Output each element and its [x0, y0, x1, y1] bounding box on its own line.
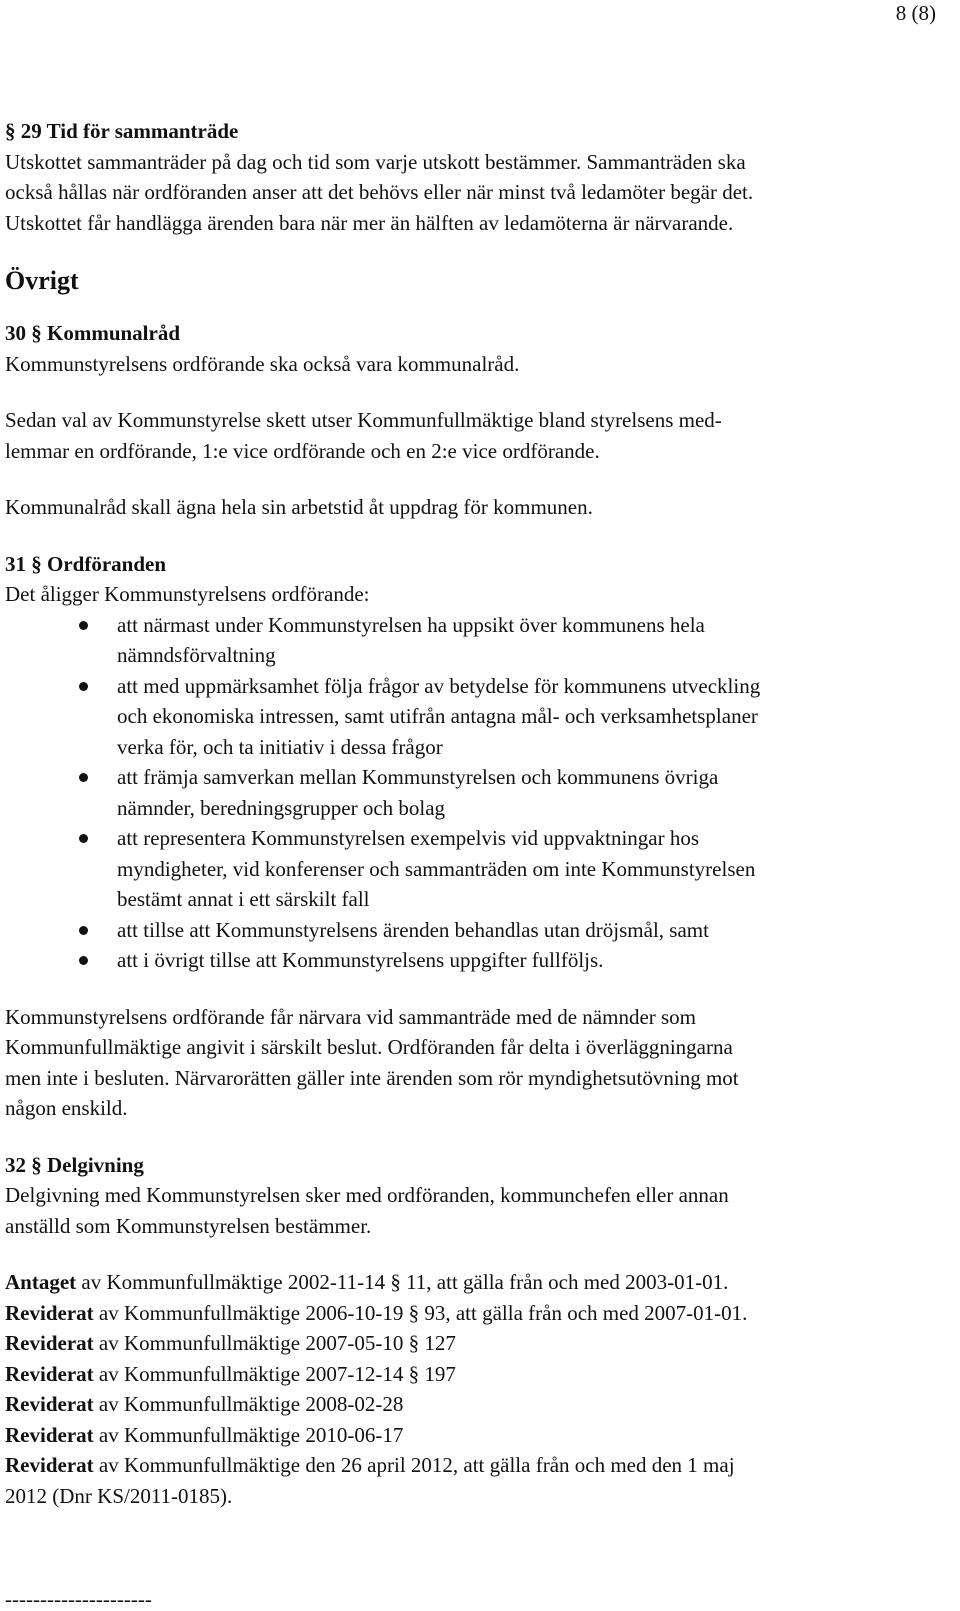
- bullet-icon: [79, 926, 88, 935]
- history-text: av Kommunfullmäktige 2007-05-10 § 127: [93, 1331, 456, 1355]
- history-text: av Kommunfullmäktige 2008-02-28: [93, 1392, 404, 1416]
- section-31-intro: Det åligger Kommunstyrelsens ordförande:: [5, 582, 370, 606]
- history-label: Reviderat: [5, 1392, 94, 1416]
- section-31-closing-line-1: Kommunstyrelsens ordförande får närvara vid sammanträde med de nämnder som: [5, 1004, 697, 1029]
- section-30-para2-line-2: lemmar en ordförande, 1:e vice ordförande och en 2:e vice ordförande.: [5, 438, 600, 463]
- section-29-line-3: Utskottet får handlägga ärenden bara när mer än hälften av ledamöterna är närvarande.: [5, 210, 734, 235]
- history-text: av Kommunfullmäktige 2010-06-17: [93, 1422, 404, 1447]
- history-row: [5, 1328, 950, 1359]
- bullet-3-line-1: att främja samverkan mellan Kommunstyrelsen och kommunens övriga: [117, 765, 719, 789]
- section-32-line-2: anställd som Kommunstyrelsen bestämmer.: [5, 1213, 372, 1238]
- history-text: av Kommunfullmäktige 2006-10-19 § 93, att gälla från och med 2007-01-01.: [93, 1300, 748, 1325]
- separator-line: ---------------------: [5, 1587, 152, 1611]
- history-label: Reviderat: [5, 1300, 94, 1325]
- history-row: [5, 1298, 950, 1329]
- list-item: [5, 762, 950, 823]
- section-31-closing-line-3: men inte i besluten. Närvarorätten gäller inte ärenden som rör myndighetsutövning mot: [5, 1065, 739, 1090]
- history-label: Reviderat: [5, 1453, 94, 1477]
- bullet-5-line-1: att tillse att Kommunstyrelsens ärenden behandlas utan dröjsmål, samt: [117, 917, 709, 942]
- bullet-1-line-2: nämndsförvaltning: [117, 643, 276, 667]
- history-last-line: 2012 (Dnr KS/2011-0185).: [5, 1483, 233, 1508]
- section-31-bullet-list: [5, 610, 950, 976]
- bullet-6-line-1: att i övrigt tillse att Kommunstyrelsens uppgifter fullföljs.: [117, 948, 604, 972]
- section-32-heading: 32 § Delgivning: [5, 1152, 144, 1177]
- history-row: [5, 1267, 950, 1298]
- history-row: [5, 1389, 950, 1420]
- bullet-icon: [79, 834, 88, 843]
- ovrigt-heading: Övrigt: [5, 266, 79, 295]
- section-30-heading: 30 § Kommunalråd: [5, 321, 181, 345]
- list-item: [5, 823, 950, 915]
- document-body: [5, 116, 950, 1511]
- bullet-2-line-2: och ekonomiska intressen, samt utifrån antagna mål- och verksamhetsplaner: [117, 704, 758, 728]
- section-30-line-1: Kommunstyrelsens ordförande ska också vara kommunalråd.: [5, 351, 520, 376]
- bullet-1-line-1: att närmast under Kommunstyrelsen ha uppsikt över kommunens hela: [117, 612, 705, 637]
- bullet-2-line-3: verka för, och ta initiativ i dessa frågor: [117, 734, 443, 759]
- history-label: Reviderat: [5, 1361, 94, 1386]
- history-row: [5, 1420, 950, 1451]
- bullet-4-line-3: bestämt annat i ett särskilt fall: [117, 887, 370, 911]
- section-29-line-1: Utskottet sammanträder på dag och tid som varje utskott bestämmer. Sammanträden ska: [5, 149, 746, 174]
- section-32-line-1: Delgivning med Kommunstyrelsen sker med ordföranden, kommunchefen eller annan: [5, 1183, 729, 1207]
- bullet-2-line-1: att med uppmärksamhet följa frågor av betydelse för kommunens utveckling: [117, 673, 761, 698]
- bullet-4-line-1: att representera Kommunstyrelsen exempelvis vid uppvaktningar hos: [117, 826, 700, 850]
- bullet-4-line-2: myndigheter, vid konferenser och sammanträden om inte Kommunstyrelsen: [117, 856, 756, 881]
- section-30-para3: Kommunalråd skall ägna hela sin arbetstid åt uppdrag för kommunen.: [5, 495, 593, 519]
- section-29-heading: § 29 Tid för sammanträde: [5, 119, 239, 143]
- page-number: 8 (8): [895, 1, 936, 25]
- bullet-icon: [79, 956, 88, 965]
- section-30-para2-line-1: Sedan val av Kommunstyrelse skett utser Kommunfullmäktige bland styrelsens med-: [5, 408, 722, 432]
- bullet-icon: [79, 682, 88, 691]
- list-item: [5, 671, 950, 763]
- history-text: av Kommunfullmäktige 2002-11-14 § 11, att gälla från och med 2003-01-01.: [76, 1270, 729, 1294]
- history-row: [5, 1359, 950, 1390]
- history-row: [5, 1450, 950, 1481]
- history-label: Reviderat: [5, 1422, 94, 1447]
- list-item: [5, 915, 950, 946]
- section-31-closing-line-4: någon enskild.: [5, 1096, 128, 1120]
- list-item: [5, 610, 950, 671]
- bullet-icon: [79, 773, 88, 782]
- section-29-line-2: också hållas när ordföranden anser att det behövs eller när minst två ledamöter begär det.: [5, 180, 754, 204]
- list-item: [5, 945, 950, 976]
- bullet-3-line-2: nämnder, beredningsgrupper och bolag: [117, 795, 446, 820]
- section-31-closing-line-2: Kommunfullmäktige angivit i särskilt beslut. Ordföranden får delta i överläggningarna: [5, 1035, 733, 1059]
- history-label: Antaget: [5, 1270, 77, 1294]
- bullet-icon: [79, 621, 88, 630]
- history-text: av Kommunfullmäktige 2007-12-14 § 197: [93, 1361, 456, 1386]
- section-31-heading: 31 § Ordföranden: [5, 551, 167, 576]
- history-text: av Kommunfullmäktige den 26 april 2012, att gälla från och med den 1 maj: [93, 1453, 735, 1477]
- history-label: Reviderat: [5, 1331, 94, 1355]
- revision-history: [5, 1267, 950, 1511]
